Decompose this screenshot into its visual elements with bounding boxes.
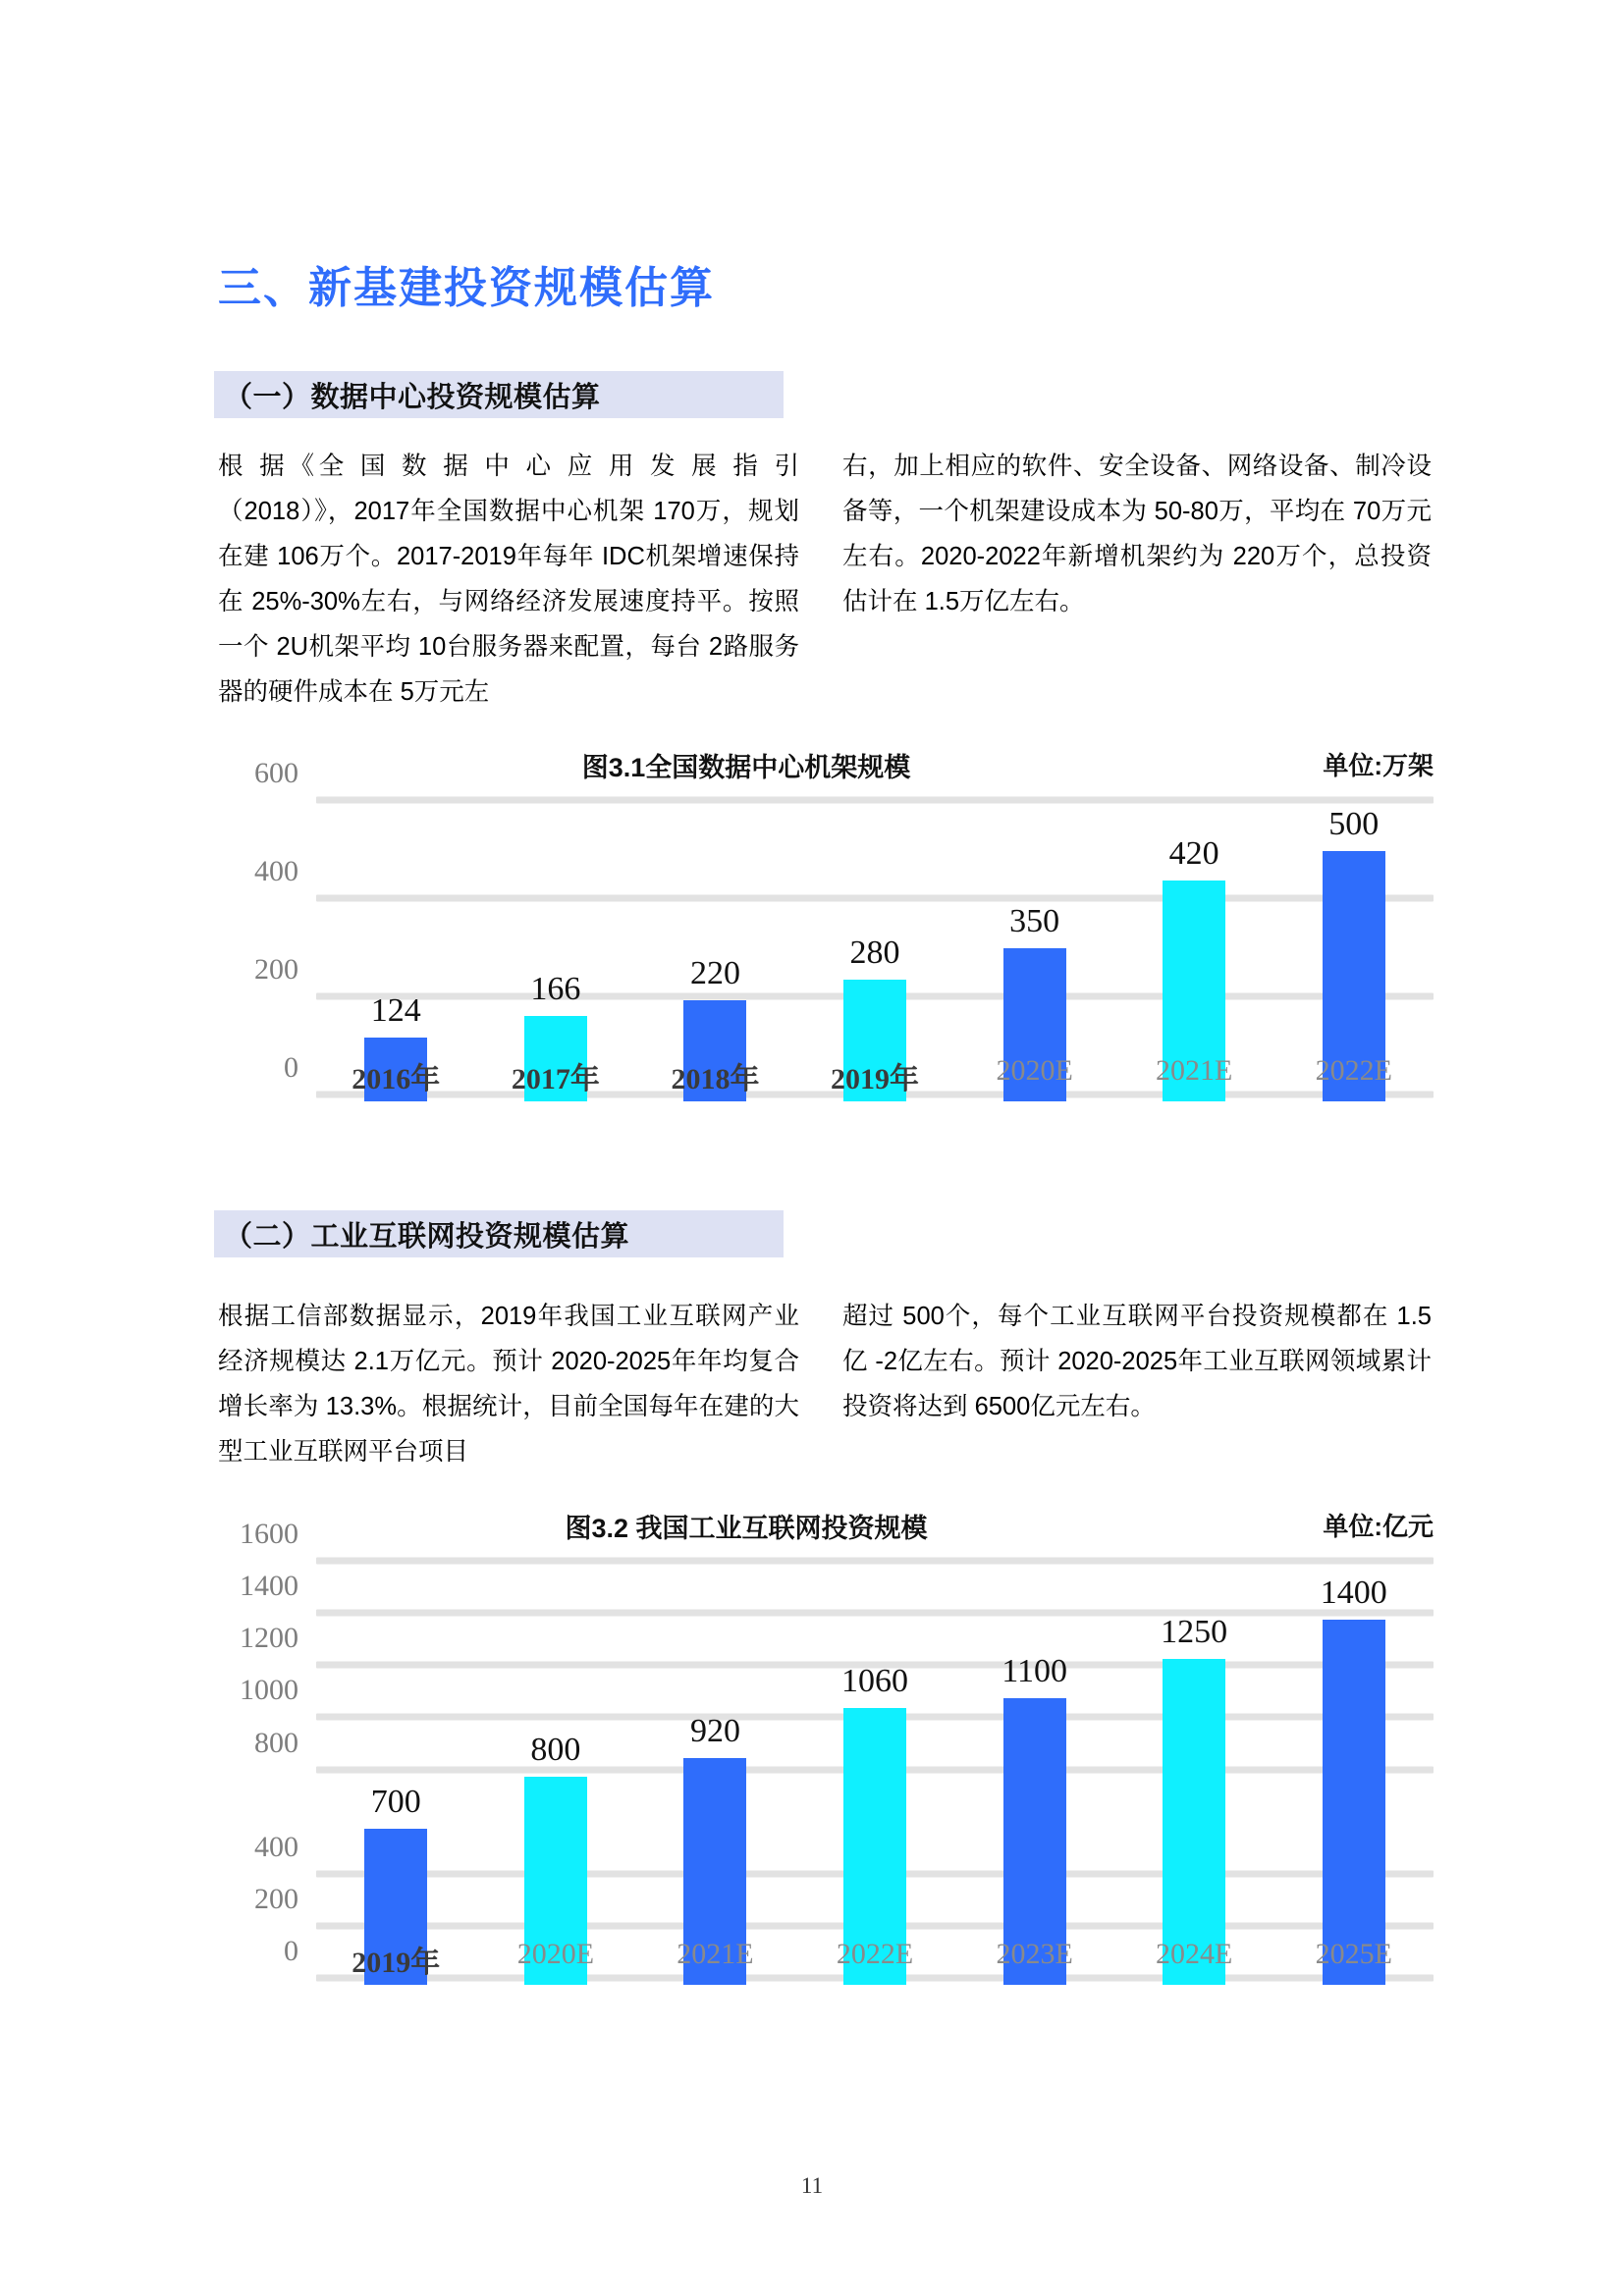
y-axis-tick-label: 200 [254, 953, 298, 986]
section-heading-2 [214, 1210, 784, 1257]
x-axis-tick-label: 2021E [1156, 1054, 1233, 1087]
bar-slot [1114, 1568, 1274, 1985]
x-axis-tick-label: 2021E [677, 1938, 754, 1970]
bar-value-label: 1100 [1001, 1652, 1067, 1689]
bar-value-label: 1060 [841, 1663, 909, 1700]
chart-2-unit-label: 单位:亿元 [1323, 1512, 1434, 1541]
x-axis-tick-label: 2016年 [352, 1063, 441, 1095]
chart-2-header [206, 1507, 1434, 1554]
chart-2-bars [316, 1568, 1434, 1985]
bar-value-label: 220 [689, 954, 740, 991]
y-axis-tick-label: 400 [254, 855, 298, 887]
section-heading-2-label: （二）工业互联网投资规模估算 [224, 1220, 630, 1253]
section1-right-paragraph: 右，加上相应的软件、安全设备、网络设备、制冷设备等，一个机架建设成本为 50-80万，平均在 70万元左右。2020-2022年新增机架约为 220万个，总投资估计在 1.5万亿左右。 [842, 453, 1432, 615]
bar-slot [954, 1568, 1114, 1985]
x-axis-tick-label: 2023E [996, 1938, 1073, 1970]
chart-1-title: 图3.1全国数据中心机架规模 [581, 753, 911, 782]
y-axis-tick-label: 400 [254, 1830, 298, 1863]
x-axis-tick-label: 2022E [836, 1938, 914, 1970]
bar-value-label: 1400 [1320, 1575, 1387, 1612]
x-axis-tick-label: 2020E [996, 1054, 1073, 1087]
chart-1-header [206, 746, 1434, 793]
bar[interactable] [1161, 1613, 1228, 1985]
y-axis-tick-label: 1200 [240, 1622, 298, 1655]
chart-2-title: 图3.2 我国工业互联网投资规模 [565, 1514, 928, 1543]
bar[interactable] [1320, 1575, 1387, 1985]
section2-left-column [218, 1294, 799, 1474]
chart-2-x-axis [316, 1938, 1434, 1981]
bar-value-label: 800 [530, 1731, 581, 1768]
page-number: 11 [800, 2173, 824, 2198]
bar-slot [1273, 1568, 1434, 1985]
y-axis-tick-label: 1400 [240, 1570, 298, 1603]
section1-right-column [842, 444, 1432, 624]
section2-right-column [842, 1294, 1432, 1429]
x-axis-tick-label: 2025E [1315, 1938, 1392, 1970]
x-axis-tick-label: 2017年 [511, 1063, 600, 1095]
gridline [316, 797, 1434, 804]
chart-1 [206, 746, 1434, 1168]
x-axis-tick-label: 2020E [516, 1938, 595, 1970]
bar-value-label: 280 [849, 934, 900, 971]
x-axis-tick-label: 2024E [1156, 1938, 1233, 1970]
y-axis-tick-label: 0 [284, 1935, 298, 1967]
bar-value-label: 420 [1168, 835, 1219, 872]
bar-value-label: 124 [370, 992, 421, 1029]
chart-1-x-axis [316, 1054, 1434, 1097]
x-axis-tick-label: 2019年 [352, 1947, 441, 1979]
bar-slot [795, 1568, 955, 1985]
y-axis-tick-label: 0 [284, 1051, 298, 1084]
section2-right-paragraph: 超过 500个，每个工业互联网平台投资规模都在 1.5亿 -2亿左右。预计 2020-2025年工业互联网领域累计投资将达到 6500亿元左右。 [842, 1303, 1432, 1420]
section-heading-1-label: （一）数据中心投资规模估算 [224, 381, 601, 413]
section-heading-1 [214, 371, 784, 418]
bar-value-label: 350 [1009, 903, 1060, 939]
page-title: 三、新基建投资规模估算 [218, 264, 715, 313]
y-axis-tick-label: 1600 [240, 1518, 298, 1550]
bar-value-label: 1250 [1161, 1613, 1228, 1650]
bar-value-label: 920 [689, 1712, 740, 1749]
x-axis-tick-label: 2022E [1315, 1054, 1392, 1087]
chart-1-y-axis [206, 757, 312, 1101]
bar-value-label: 166 [530, 970, 581, 1007]
y-axis-tick-label: 1000 [240, 1674, 298, 1707]
section1-left-column [218, 444, 799, 715]
chart-1-unit-label: 单位:万架 [1323, 751, 1434, 780]
x-axis-tick-label: 2018年 [671, 1063, 760, 1095]
section1-left-paragraph: 根 据《全 国 数 据 中 心 应 用 发 展 指 引（2018）》，2017年全国数据中心机架 170万，规划在建 106万个。2017-2019年每年 IDC机架增速保持在 25%-30%左右，与网络经济发展速度持平。按照一个 2U机架平均 10台服务器来配置，每台 2路服务器的硬件成本在 5万元左 [218, 453, 799, 706]
x-axis-tick-label: 2019年 [831, 1063, 920, 1095]
section2-left-paragraph: 根据工信部数据显示，2019年我国工业互联网产业经济规模达 2.1万亿元。预计 2020-2025年年均复合增长率为 13.3%。根据统计，目前全国每年在建的大型工业互联网平台项目 [218, 1303, 799, 1466]
bar-slot [476, 1568, 636, 1985]
bar-slot [635, 1568, 795, 1985]
gridline [316, 1558, 1434, 1565]
y-axis-tick-label: 600 [254, 757, 298, 789]
y-axis-tick-label: 800 [254, 1726, 298, 1759]
bar-value-label: 500 [1328, 806, 1380, 842]
chart-2-y-axis [206, 1518, 312, 1985]
bar-slot [316, 1568, 476, 1985]
y-axis-tick-label: 200 [254, 1882, 298, 1915]
chart-2 [206, 1507, 1434, 2056]
bar-value-label: 700 [370, 1783, 421, 1820]
